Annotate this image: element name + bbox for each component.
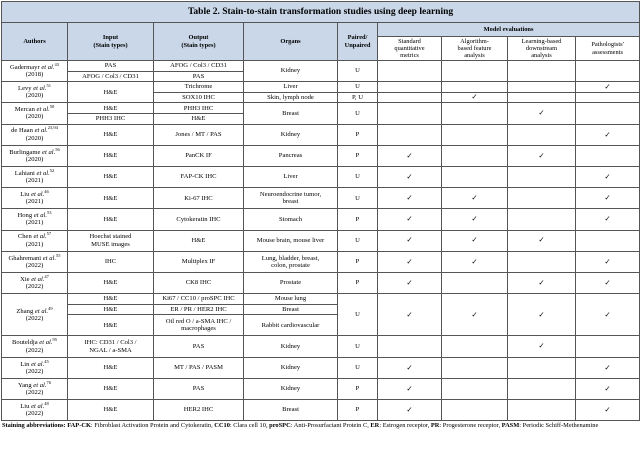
eval-cell: [378, 209, 442, 230]
reference-number: 76: [46, 379, 51, 385]
eval-cell: [576, 92, 640, 103]
paired-cell: U: [338, 336, 378, 357]
output-cell: H&E: [154, 230, 244, 251]
eval-cell: [508, 166, 576, 187]
checkmark-icon: ✓: [406, 256, 413, 266]
author-year: (2020): [25, 134, 44, 142]
eval-cell: [442, 272, 508, 293]
table-row: [2, 209, 640, 230]
table-row: [2, 400, 640, 421]
organ-cell: Kidney: [244, 124, 338, 145]
abbr-key: FAP-CK: [67, 422, 91, 430]
eval-cell: [442, 230, 508, 251]
input-cell: H&E: [68, 166, 154, 187]
paired-cell: P: [338, 400, 378, 421]
checkmark-icon: ✓: [406, 193, 413, 203]
eval-cell: [378, 251, 442, 272]
checkmark-icon: ✓: [471, 235, 478, 245]
author-name: de Haan et al.: [11, 127, 48, 135]
abbr-key: PASM: [501, 422, 520, 430]
organ-cell-line: Lung, bladder, breast,: [261, 254, 320, 262]
author-name: Xie et al.: [20, 275, 45, 283]
eval-cell: [378, 82, 442, 93]
input-cell: PAS: [68, 61, 154, 72]
table-row: [2, 251, 640, 272]
author-cell: [2, 209, 68, 230]
author-name: Gadermayr et al.: [10, 63, 55, 71]
eval-cell: [442, 378, 508, 399]
author-year: (2021): [25, 177, 44, 185]
checkmark-icon: ✓: [604, 404, 611, 414]
author-year: (2020): [25, 155, 44, 163]
checkmark-icon: ✓: [471, 92, 478, 102]
checkmark-icon: ✓: [406, 150, 413, 160]
author-name: Liu et al.: [20, 191, 45, 199]
author-cell: [2, 103, 68, 124]
input-cell: H&E: [68, 400, 154, 421]
eval-cell: [442, 82, 508, 93]
header-input: Input (Stain types): [68, 23, 154, 61]
reference-number: 46: [44, 188, 49, 194]
input-cell-line: MUSE images: [91, 240, 130, 248]
author-cell: [2, 145, 68, 166]
author-year: (2022): [25, 367, 44, 375]
paired-cell: U: [338, 188, 378, 209]
organ-cell-line: breast: [282, 198, 299, 206]
eval-cell: [576, 251, 640, 272]
checkmark-icon: ✓: [604, 81, 611, 91]
eval-cell: [508, 92, 576, 103]
stain-transformation-table: [1, 1, 640, 421]
paired-cell: P, U: [338, 92, 378, 103]
paired-cell: U: [338, 103, 378, 124]
output-cell: SOX10 IHC: [154, 92, 244, 103]
abbr-key: CC10: [214, 422, 230, 430]
paired-cell: U: [338, 357, 378, 378]
reference-number: 57: [46, 231, 52, 237]
paired-cell: P: [338, 378, 378, 399]
output-cell: PAS: [154, 336, 244, 357]
input-cell-line: NGAL / a-SMA: [89, 346, 132, 354]
reference-number: 51: [46, 82, 51, 88]
input-cell: H&E: [68, 304, 154, 315]
eval-cell: [508, 230, 576, 251]
output-cell: AFOG / Col3 / CD31: [154, 61, 244, 72]
eval-cell: [508, 336, 576, 357]
author-cell: [2, 82, 68, 103]
table-row: [2, 378, 640, 399]
table-row: [2, 166, 640, 187]
eval-cell: [508, 251, 576, 272]
checkmark-icon: ✓: [471, 193, 478, 203]
paired-cell: U: [338, 294, 378, 336]
checkmark-icon: ✓: [471, 256, 478, 266]
eval-cell: [442, 294, 508, 336]
eval-cell: [576, 166, 640, 187]
author-cell: [2, 272, 68, 293]
staining-abbreviations: Staining abbreviations: FAP-CK: Fibroblast Activation Protein and Cytokeratin, CC10: Clara cell 10, proSPC: Anti-Prosurfactant Protein C, ER: Estrogen receptor, PR: Progesterone receptor, PASM: Periodic Schiff-Methenamine: [2, 422, 599, 430]
organ-cell: [244, 251, 338, 272]
paired-cell: P: [338, 124, 378, 145]
checkmark-icon: ✓: [604, 214, 611, 224]
input-cell-line: Hoechst stained: [89, 233, 132, 241]
author-name: Hong et al.: [17, 212, 47, 220]
organ-cell: Breast: [244, 103, 338, 124]
reference-number: 48: [44, 400, 49, 406]
eval-cell: [576, 272, 640, 293]
author-name: Zhang et al.: [16, 307, 49, 315]
eval-cell: [508, 82, 576, 93]
abbr-key: ER: [370, 422, 380, 430]
checkmark-icon: ✓: [406, 404, 413, 414]
header-eval-learning: Learning-based downstream analysis: [508, 37, 576, 61]
author-cell: [2, 251, 68, 272]
output-cell: PAS: [154, 378, 244, 399]
table-row: [2, 272, 640, 293]
organ-cell: Breast: [244, 304, 338, 315]
checkmark-icon: ✓: [604, 277, 611, 287]
organ-cell: Stomach: [244, 209, 338, 230]
input-cell: H&E: [68, 315, 154, 336]
author-year: (2022): [25, 388, 44, 396]
eval-cell: [442, 61, 508, 82]
header-eval-algorithm: Algorithm- based feature analysis: [442, 37, 508, 61]
checkmark-icon: ✓: [538, 341, 545, 351]
input-cell: H&E: [68, 124, 154, 145]
eval-cell: [576, 103, 640, 124]
eval-cell: [508, 209, 576, 230]
input-cell: H&E: [68, 103, 154, 114]
input-cell: [68, 336, 154, 357]
author-name: Lin et al.: [20, 360, 45, 368]
input-cell: H&E: [68, 209, 154, 230]
paired-cell: U: [338, 230, 378, 251]
checkmark-icon: ✓: [538, 108, 545, 118]
reference-number: 50: [49, 104, 55, 110]
eval-cell: [508, 188, 576, 209]
eval-cell: [576, 357, 640, 378]
output-cell: FAP-CK IHC: [154, 166, 244, 187]
organ-cell: Kidney: [244, 336, 338, 357]
author-year: (2022): [25, 314, 44, 322]
output-cell: PanCK IF: [154, 145, 244, 166]
table-row: [2, 124, 640, 145]
table-row: [2, 61, 640, 72]
checkmark-icon: ✓: [538, 277, 545, 287]
reference-number: 23,94: [47, 125, 58, 131]
organ-cell: Rabbit cardiovascular: [244, 315, 338, 336]
checkmark-icon: ✓: [406, 235, 413, 245]
organ-cell: Kidney: [244, 357, 338, 378]
reference-number: 43: [54, 61, 59, 67]
author-cell: [2, 61, 68, 82]
author-name: Bouteldja et al.: [12, 339, 53, 347]
checkmark-icon: ✓: [538, 150, 545, 160]
eval-cell: [576, 61, 640, 82]
input-cell-line: IHC: CD31 / Col3 /: [84, 339, 137, 347]
author-cell: [2, 294, 68, 336]
paired-cell: P: [338, 145, 378, 166]
reference-number: 53: [47, 210, 52, 216]
output-cell: Ki67 / CC10 / proSPC IHC: [154, 294, 244, 305]
checkmark-icon: ✓: [406, 277, 413, 287]
author-year: (2021): [25, 219, 44, 227]
author-cell: [2, 378, 68, 399]
header-output: Output (Stain types): [154, 23, 244, 61]
organ-cell: Breast: [244, 400, 338, 421]
header-eval-standard: Standard quantitative metrics: [378, 37, 442, 61]
abbr-key: proSPC: [269, 422, 291, 430]
author-year: (2021): [25, 198, 44, 206]
organ-cell: Pancreas: [244, 145, 338, 166]
reference-number: 55: [55, 252, 61, 258]
paired-cell: U: [338, 82, 378, 93]
eval-cell: [576, 336, 640, 357]
author-cell: [2, 188, 68, 209]
eval-cell: [576, 82, 640, 93]
eval-cell: [508, 272, 576, 293]
author-cell: [2, 124, 68, 145]
header-organs: Organs: [244, 23, 338, 61]
eval-cell: [378, 188, 442, 209]
author-name: Yang et al.: [18, 381, 47, 389]
eval-cell: [442, 251, 508, 272]
organ-cell: Skin, lymph node: [244, 92, 338, 103]
eval-cell: [442, 357, 508, 378]
checkmark-icon: ✓: [604, 193, 611, 203]
table-title: Table 2. Stain-to-stain transformation studies using deep learning: [2, 2, 640, 23]
input-cell: H&E: [68, 145, 154, 166]
abbr-key: PR: [430, 422, 440, 430]
organ-cell: Mouse lung: [244, 294, 338, 305]
table-row: [2, 188, 640, 209]
paired-cell: P: [338, 251, 378, 272]
author-name: Ghahremani et al.: [8, 254, 56, 262]
checkmark-icon: ✓: [604, 256, 611, 266]
output-cell: CK8 IHC: [154, 272, 244, 293]
table-row: [2, 336, 640, 357]
checkmark-icon: ✓: [406, 214, 413, 224]
reference-number: 95: [52, 337, 57, 343]
table-body: [2, 61, 640, 421]
organ-cell: Mouse brain, mouse liver: [244, 230, 338, 251]
input-cell: H&E: [68, 82, 154, 103]
author-cell: [2, 357, 68, 378]
table-row: [2, 294, 640, 305]
organ-cell-line: colon, prostate: [271, 261, 310, 269]
table-row: [2, 357, 640, 378]
eval-cell: [576, 294, 640, 336]
author-year: (2018): [25, 71, 44, 79]
paired-cell: U: [338, 61, 378, 82]
organ-cell: Kidney: [244, 61, 338, 82]
abbr-value: Anti-Prosurfactant Protein C: [293, 422, 368, 430]
abbr-value: Progesterone receptor: [442, 422, 499, 430]
eval-cell: [378, 92, 442, 103]
eval-cell: [442, 124, 508, 145]
abbr-value: Estrogen receptor: [382, 422, 428, 430]
eval-cell: [508, 294, 576, 336]
output-cell: ER / PR / HER2 IHC: [154, 304, 244, 315]
eval-cell: [508, 61, 576, 82]
output-cell: H&E: [154, 113, 244, 124]
eval-cell: [576, 145, 640, 166]
eval-cell: [378, 272, 442, 293]
output-cell: HER2 IHC: [154, 400, 244, 421]
eval-cell: [508, 145, 576, 166]
eval-cell: [576, 400, 640, 421]
eval-cell: [576, 378, 640, 399]
table-row: [2, 103, 640, 114]
checkmark-icon: ✓: [604, 383, 611, 393]
eval-cell: [576, 124, 640, 145]
author-name: Chen et al.: [17, 233, 47, 241]
output-cell: Multiplex IF: [154, 251, 244, 272]
checkmark-icon: ✓: [406, 171, 413, 181]
eval-cell: [442, 209, 508, 230]
eval-cell: [442, 400, 508, 421]
eval-cell: [378, 378, 442, 399]
organ-cell: Liver: [244, 166, 338, 187]
eval-cell: [508, 378, 576, 399]
input-cell: IHC: [68, 251, 154, 272]
eval-cell: [378, 294, 442, 336]
author-cell: [2, 336, 68, 357]
input-cell: H&E: [68, 294, 154, 305]
checkmark-icon: ✓: [538, 309, 545, 319]
eval-cell: [378, 166, 442, 187]
reference-number: 49: [48, 305, 53, 311]
organ-cell: Liver: [244, 82, 338, 93]
checkmark-icon: ✓: [538, 235, 545, 245]
author-year: (2022): [25, 261, 44, 269]
output-cell: Trichrome: [154, 82, 244, 93]
abbr-value: Clara cell 10: [233, 422, 266, 430]
abbr-value: Periodic Schiff-Methenamine: [522, 422, 599, 430]
organ-cell: Kidney: [244, 378, 338, 399]
table-row: [2, 82, 640, 93]
author-year: (2020): [25, 113, 44, 121]
output-cell: Jones / MT / PAS: [154, 124, 244, 145]
abbreviations-label: Staining abbreviations:: [2, 422, 66, 430]
checkmark-icon: ✓: [471, 309, 478, 319]
checkmark-icon: ✓: [406, 383, 413, 393]
input-cell: H&E: [68, 357, 154, 378]
eval-cell: [442, 103, 508, 124]
reference-number: 47: [44, 273, 49, 279]
reference-number: 56: [55, 146, 60, 152]
checkmark-icon: ✓: [406, 309, 413, 319]
author-name: Burlingame et al.: [9, 148, 56, 156]
output-cell: MT / PAS / PASM: [154, 357, 244, 378]
eval-cell: [442, 336, 508, 357]
output-cell: PAS: [154, 71, 244, 82]
header-model-evaluations: Model evaluations: [378, 23, 640, 37]
abbr-value: Fibroblast Activation Protein and Cytokeratin: [94, 422, 212, 430]
eval-cell: [378, 145, 442, 166]
checkmark-icon: ✓: [406, 362, 413, 372]
table-container: [1, 1, 639, 430]
eval-cell: [378, 336, 442, 357]
author-year: (2022): [25, 282, 44, 290]
output-cell: Ki-67 IHC: [154, 188, 244, 209]
eval-cell: [576, 188, 640, 209]
input-cell: AFOG / Col3 / CD31: [68, 71, 154, 82]
author-year: (2022): [25, 346, 44, 354]
eval-cell: [378, 230, 442, 251]
eval-cell: [378, 124, 442, 145]
checkmark-icon: ✓: [604, 362, 611, 372]
reference-number: 45: [44, 358, 49, 364]
input-cell: H&E: [68, 188, 154, 209]
output-cell: Cytokeratin IHC: [154, 209, 244, 230]
input-cell: H&E: [68, 378, 154, 399]
output-cell: [154, 315, 244, 336]
input-cell: [68, 230, 154, 251]
eval-cell: [576, 209, 640, 230]
eval-cell: [442, 145, 508, 166]
eval-cell: [508, 103, 576, 124]
output-cell: PHH3 IHC: [154, 103, 244, 114]
author-cell: [2, 230, 68, 251]
eval-cell: [442, 92, 508, 103]
eval-cell: [378, 400, 442, 421]
eval-cell: [508, 357, 576, 378]
author-name: Liu et al.: [20, 402, 45, 410]
author-name: Mercan et al.: [14, 106, 50, 114]
reference-number: 52: [49, 167, 55, 173]
checkmark-icon: ✓: [604, 171, 611, 181]
author-name: Levy et al.: [18, 85, 47, 93]
table-row: [2, 230, 640, 251]
eval-cell: [378, 61, 442, 82]
eval-cell: [508, 400, 576, 421]
eval-cell: [576, 230, 640, 251]
header-paired: Paired/ Unpaired: [338, 23, 378, 61]
eval-cell: [378, 103, 442, 124]
author-cell: [2, 400, 68, 421]
author-year: (2020): [25, 92, 44, 100]
organ-cell-line: Neuroendocrine tumor,: [259, 191, 322, 199]
paired-cell: P: [338, 272, 378, 293]
checkmark-icon: ✓: [471, 214, 478, 224]
input-cell: PHH3 IHC: [68, 113, 154, 124]
paired-cell: U: [338, 166, 378, 187]
author-year: (2022): [25, 410, 44, 418]
author-name: Lahiani et al.: [14, 169, 50, 177]
organ-cell: Prostate: [244, 272, 338, 293]
eval-cell: [508, 124, 576, 145]
organ-cell: [244, 188, 338, 209]
header-authors: Authors: [2, 23, 68, 61]
eval-cell: [378, 357, 442, 378]
author-year: (2021): [25, 240, 44, 248]
output-cell-line: Oil red O / a-SMA IHC /: [165, 318, 232, 326]
input-cell: H&E: [68, 272, 154, 293]
eval-cell: [442, 166, 508, 187]
author-cell: [2, 166, 68, 187]
checkmark-icon: ✓: [604, 129, 611, 139]
eval-cell: [442, 188, 508, 209]
header-eval-pathologists: Pathologists' assessments: [576, 37, 640, 61]
checkmark-icon: ✓: [604, 309, 611, 319]
output-cell-line: macrophages: [181, 325, 216, 333]
paired-cell: P: [338, 209, 378, 230]
table-row: [2, 145, 640, 166]
